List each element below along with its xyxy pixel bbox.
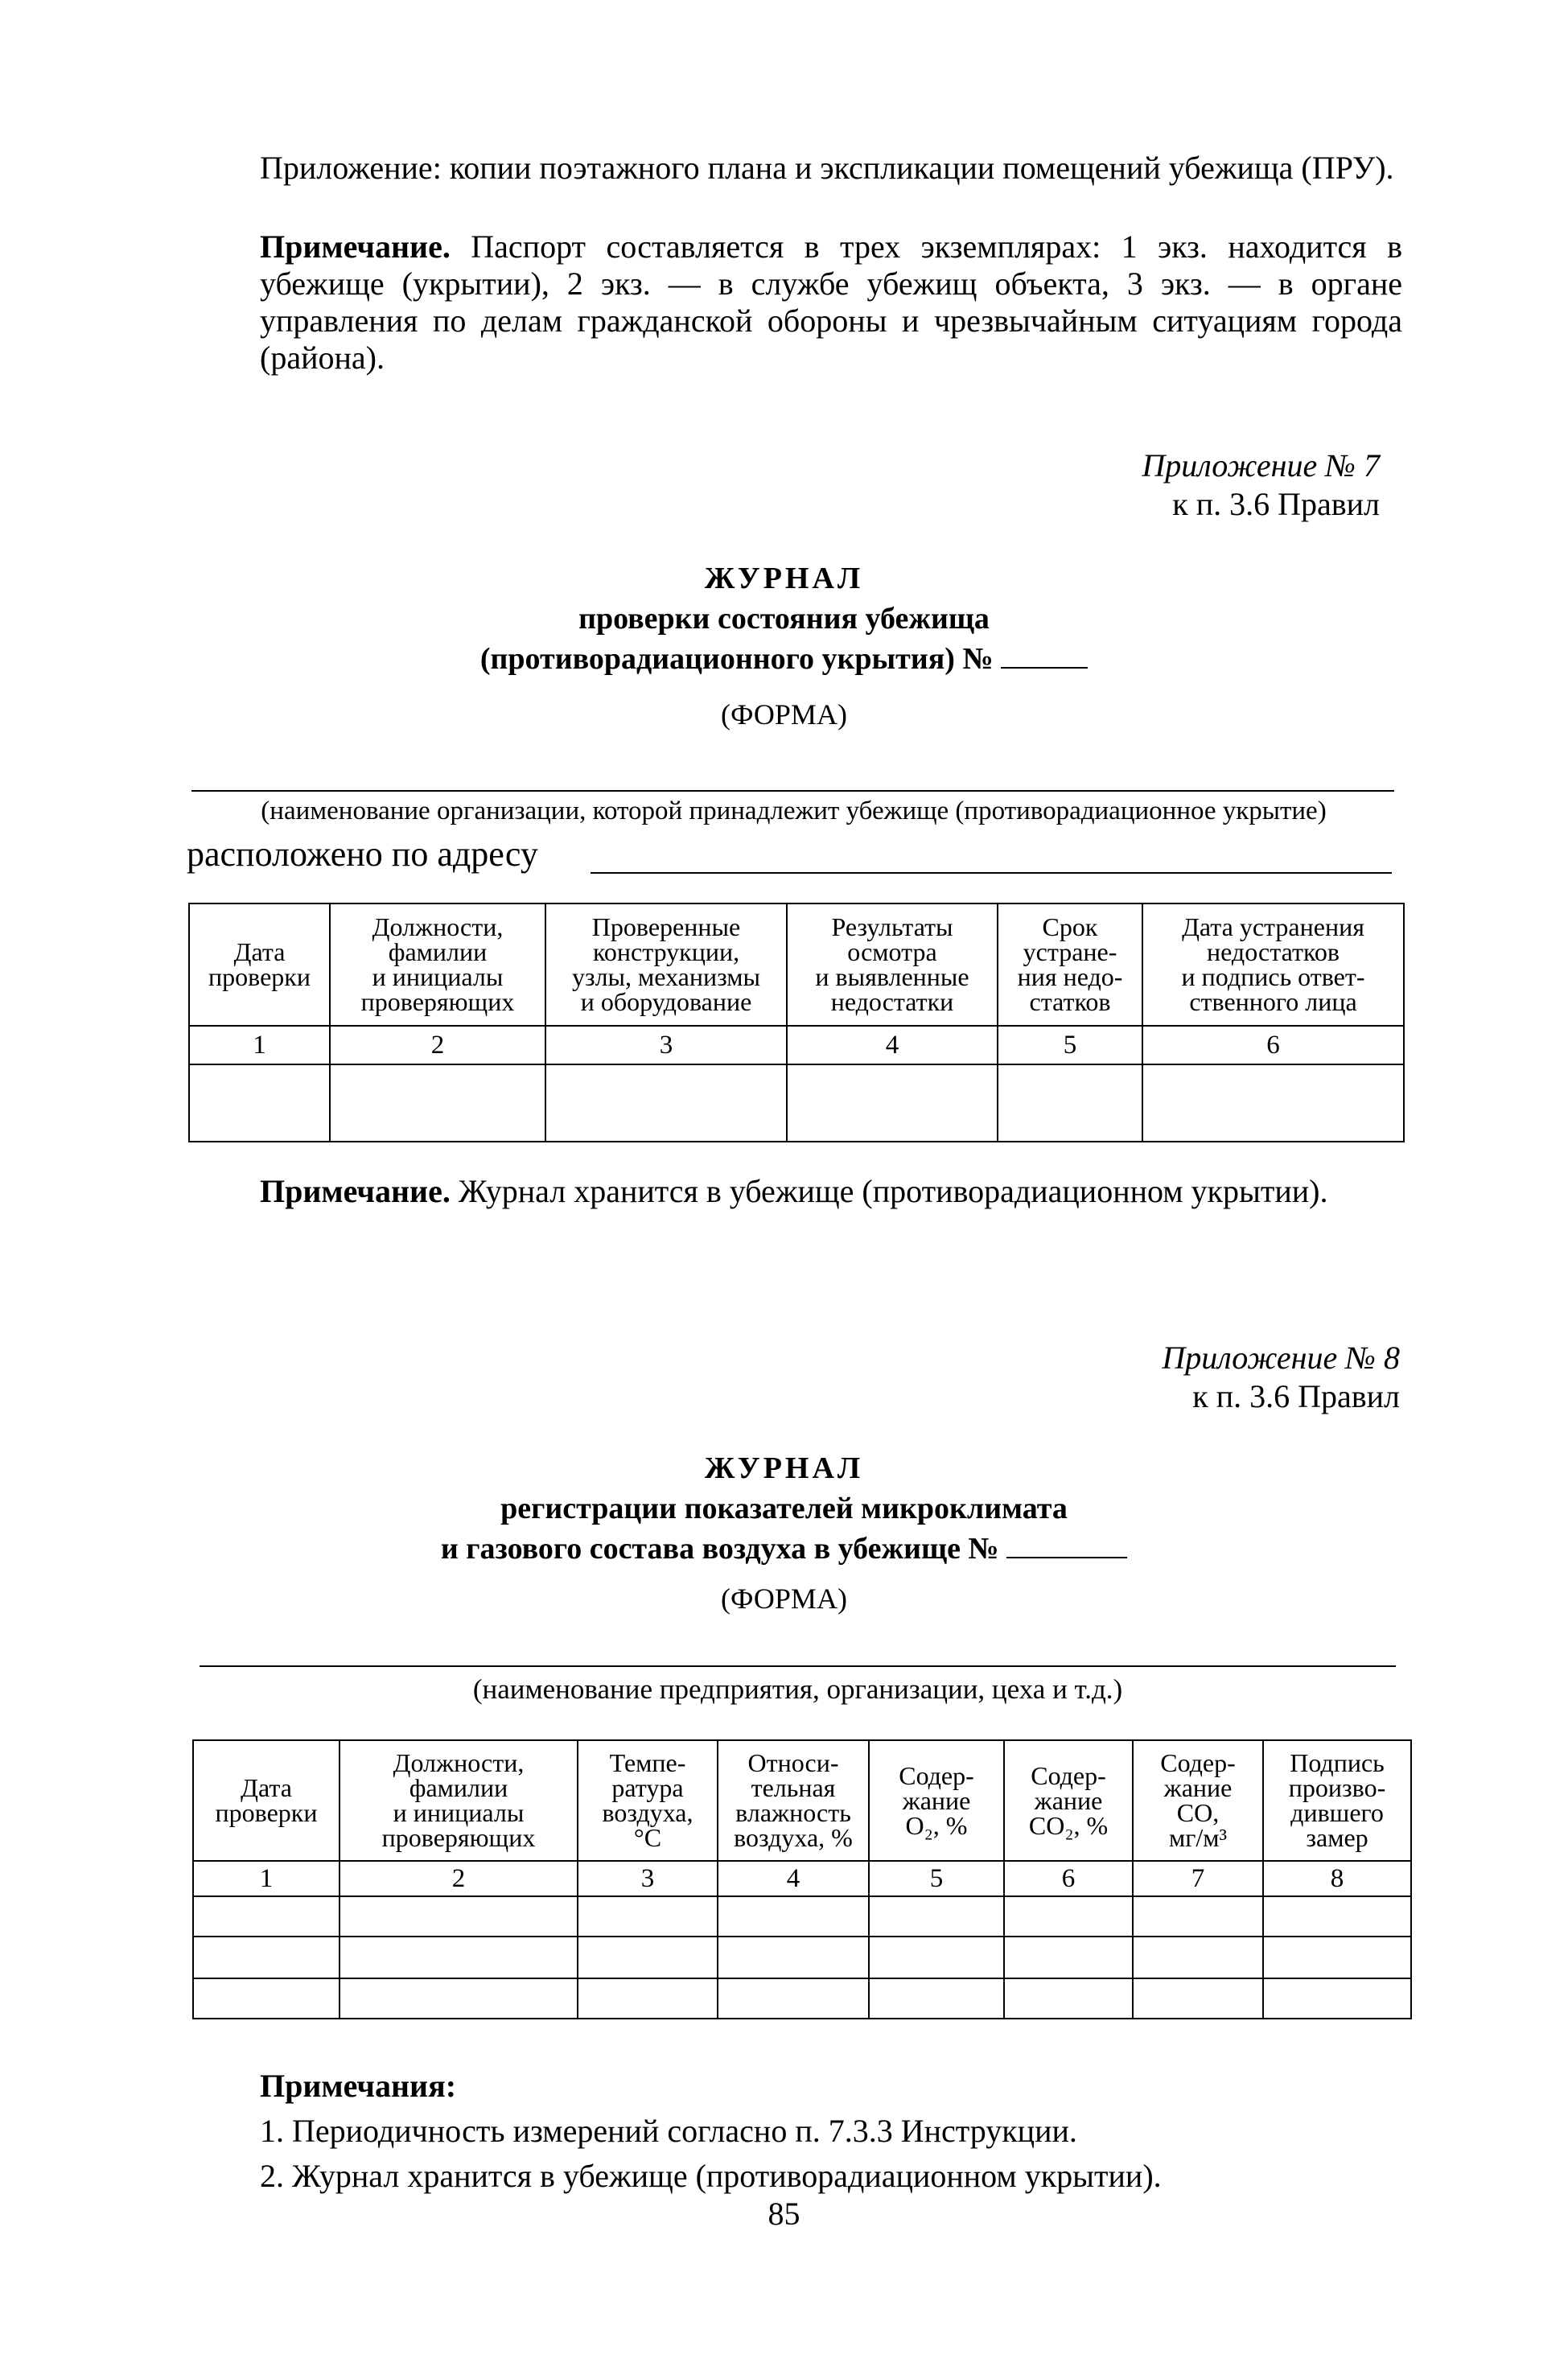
blank-cell xyxy=(1263,1896,1411,1937)
org-name-line xyxy=(191,790,1394,792)
notes-label: Примечания: xyxy=(260,2068,457,2104)
journal-8-subtitle-2: и газового состава воздуха в убежище № xyxy=(440,1532,999,1566)
blank-cell xyxy=(787,1064,998,1142)
blank-cell xyxy=(578,1978,718,2019)
blank-cell xyxy=(578,1937,718,1978)
blank-entry-row xyxy=(193,1937,1411,1978)
journal-8-org-caption: (наименование предприятия, организации, цеха и т.д.) xyxy=(472,1673,1123,1705)
col-header: Темпе- ратура воздуха, °С xyxy=(578,1740,718,1861)
column-number: 4 xyxy=(787,1026,998,1064)
col-header: Содер- жание СО₂, % xyxy=(1004,1740,1133,1861)
appendix-7-label: Приложение № 7 xyxy=(1142,447,1380,484)
blank-cell xyxy=(1133,1937,1263,1978)
journal-8-subtitle-1: регистрации показателей микроклимата xyxy=(500,1492,1068,1525)
journal-7-title-block xyxy=(0,558,1568,679)
column-number: 7 xyxy=(1133,1861,1263,1896)
col-header: Срок устране- ния недо- статков xyxy=(998,903,1142,1026)
blank-cell xyxy=(545,1064,787,1142)
col-header: Должности, фамилии и инициалы проверяющих xyxy=(330,903,545,1026)
blank-cell xyxy=(189,1064,330,1142)
column-number: 1 xyxy=(193,1861,340,1896)
blank-cell xyxy=(718,1978,869,2019)
column-number: 2 xyxy=(330,1026,545,1064)
note-text: Журнал хранится в убежище (противорадиационном укрытии). xyxy=(458,1173,1328,1209)
blank-cell xyxy=(1263,1978,1411,2019)
blank-cell xyxy=(193,1896,340,1937)
page-number: 85 xyxy=(768,2196,800,2232)
note-text: Паспорт составляется в трех экземплярах: 1 экз. находится в убежище (укрытии), 2 экз. — в службе убежищ объекта, 3 экз. — в органе управления по делам гражданской обороны и чрезвычайным ситуациям города (района). xyxy=(260,228,1403,376)
journal-8-number-blank xyxy=(1006,1557,1127,1558)
column-number: 6 xyxy=(1142,1026,1404,1064)
col-header: Содер- жание О₂, % xyxy=(869,1740,1004,1861)
column-number: 2 xyxy=(340,1861,578,1896)
journal-7-number-blank xyxy=(1001,667,1088,669)
enterprise-name-line xyxy=(200,1665,1396,1667)
blank-cell xyxy=(998,1064,1142,1142)
blank-cell xyxy=(1004,1978,1133,2019)
col-header: Подпись произво- дившего замер xyxy=(1263,1740,1411,1861)
blank-cell xyxy=(1142,1064,1404,1142)
blank-cell xyxy=(1004,1896,1133,1937)
column-number-row xyxy=(193,1861,1411,1896)
column-number: 6 xyxy=(1004,1861,1133,1896)
appendix-8-header xyxy=(1162,1339,1400,1416)
note-label: Примечание. xyxy=(260,1173,451,1209)
address-label: расположено по адресу xyxy=(187,834,538,874)
journal-8-table xyxy=(192,1739,1412,2019)
column-number: 3 xyxy=(545,1026,787,1064)
blank-cell xyxy=(340,1896,578,1937)
appendix-line: Приложение: копии поэтажного плана и экспликации помещений убежища (ПРУ). xyxy=(260,150,1394,186)
journal-7-subtitle-1: проверки состояния убежища xyxy=(578,602,990,636)
note-item: 2. Журнал хранится в убежище (противорадиационном укрытии). xyxy=(260,2158,1162,2194)
blank-cell xyxy=(718,1896,869,1937)
passport-note xyxy=(260,228,1402,377)
appendix-7-header xyxy=(1142,447,1380,524)
blank-entry-row xyxy=(193,1896,1411,1937)
journal-7-title: ЖУРНАЛ xyxy=(704,562,864,595)
journal-7-subtitle-2-line xyxy=(0,639,1568,679)
blank-entry-row xyxy=(193,1978,1411,2019)
blank-cell xyxy=(1263,1937,1411,1978)
blank-cell xyxy=(330,1064,545,1142)
appendix-8-ref: к п. 3.6 Правил xyxy=(1192,1378,1400,1414)
journal-7-subtitle-2: (противорадиационного укрытия) № xyxy=(479,642,994,676)
col-header: Результаты осмотра и выявленные недостатки xyxy=(787,903,998,1026)
column-number: 5 xyxy=(998,1026,1142,1064)
journal-8-notes xyxy=(260,2068,1162,2195)
column-number: 4 xyxy=(718,1861,869,1896)
journal-8-subtitle-2-line xyxy=(0,1529,1568,1569)
blank-cell xyxy=(193,1978,340,2019)
column-number-row xyxy=(189,1026,1404,1064)
journal-7-note xyxy=(260,1173,1327,1210)
blank-cell xyxy=(869,1937,1004,1978)
journal-7-table xyxy=(188,903,1405,1142)
col-header: Дата проверки xyxy=(193,1740,340,1861)
journal-7-org-caption: (наименование организации, которой принадлежит убежище (противорадиационное укрытие) xyxy=(261,796,1327,825)
appendix-8-label: Приложение № 8 xyxy=(1162,1340,1400,1376)
table-header-row xyxy=(193,1740,1411,1861)
col-header: Относи- тельная влажность воздуха, % xyxy=(718,1740,869,1861)
col-header: Дата проверки xyxy=(189,903,330,1026)
column-number: 5 xyxy=(869,1861,1004,1896)
col-header: Проверенные конструкции, узлы, механизмы и оборудование xyxy=(545,903,787,1026)
journal-8-title: ЖУРНАЛ xyxy=(704,1451,864,1485)
journal-8-form-label: (ФОРМА) xyxy=(721,1583,847,1615)
blank-cell xyxy=(869,1978,1004,2019)
blank-cell xyxy=(869,1896,1004,1937)
journal-8-title-block xyxy=(0,1448,1568,1569)
column-number: 8 xyxy=(1263,1861,1411,1896)
blank-cell xyxy=(1133,1896,1263,1937)
blank-cell xyxy=(193,1937,340,1978)
appendix-7-ref: к п. 3.6 Правил xyxy=(1172,486,1380,522)
blank-cell xyxy=(718,1937,869,1978)
col-header: Дата устранения недостатков и подпись ответ- ственного лица xyxy=(1142,903,1404,1026)
blank-cell xyxy=(1004,1937,1133,1978)
address-line xyxy=(591,872,1392,874)
blank-cell xyxy=(340,1978,578,2019)
blank-cell xyxy=(1133,1978,1263,2019)
blank-cell xyxy=(340,1937,578,1978)
column-number: 1 xyxy=(189,1026,330,1064)
table-header-row xyxy=(189,903,1404,1026)
blank-cell xyxy=(578,1896,718,1937)
journal-7-form-label: (ФОРМА) xyxy=(721,698,847,731)
column-number: 3 xyxy=(578,1861,718,1896)
note-item: 1. Периодичность измерений согласно п. 7.3.3 Инструкции. xyxy=(260,2113,1077,2149)
col-header: Содер- жание СО, мг/м³ xyxy=(1133,1740,1263,1861)
blank-entry-row xyxy=(189,1064,1404,1142)
col-header: Должности, фамилии и инициалы проверяющих xyxy=(340,1740,578,1861)
note-label: Примечание. xyxy=(260,228,451,265)
